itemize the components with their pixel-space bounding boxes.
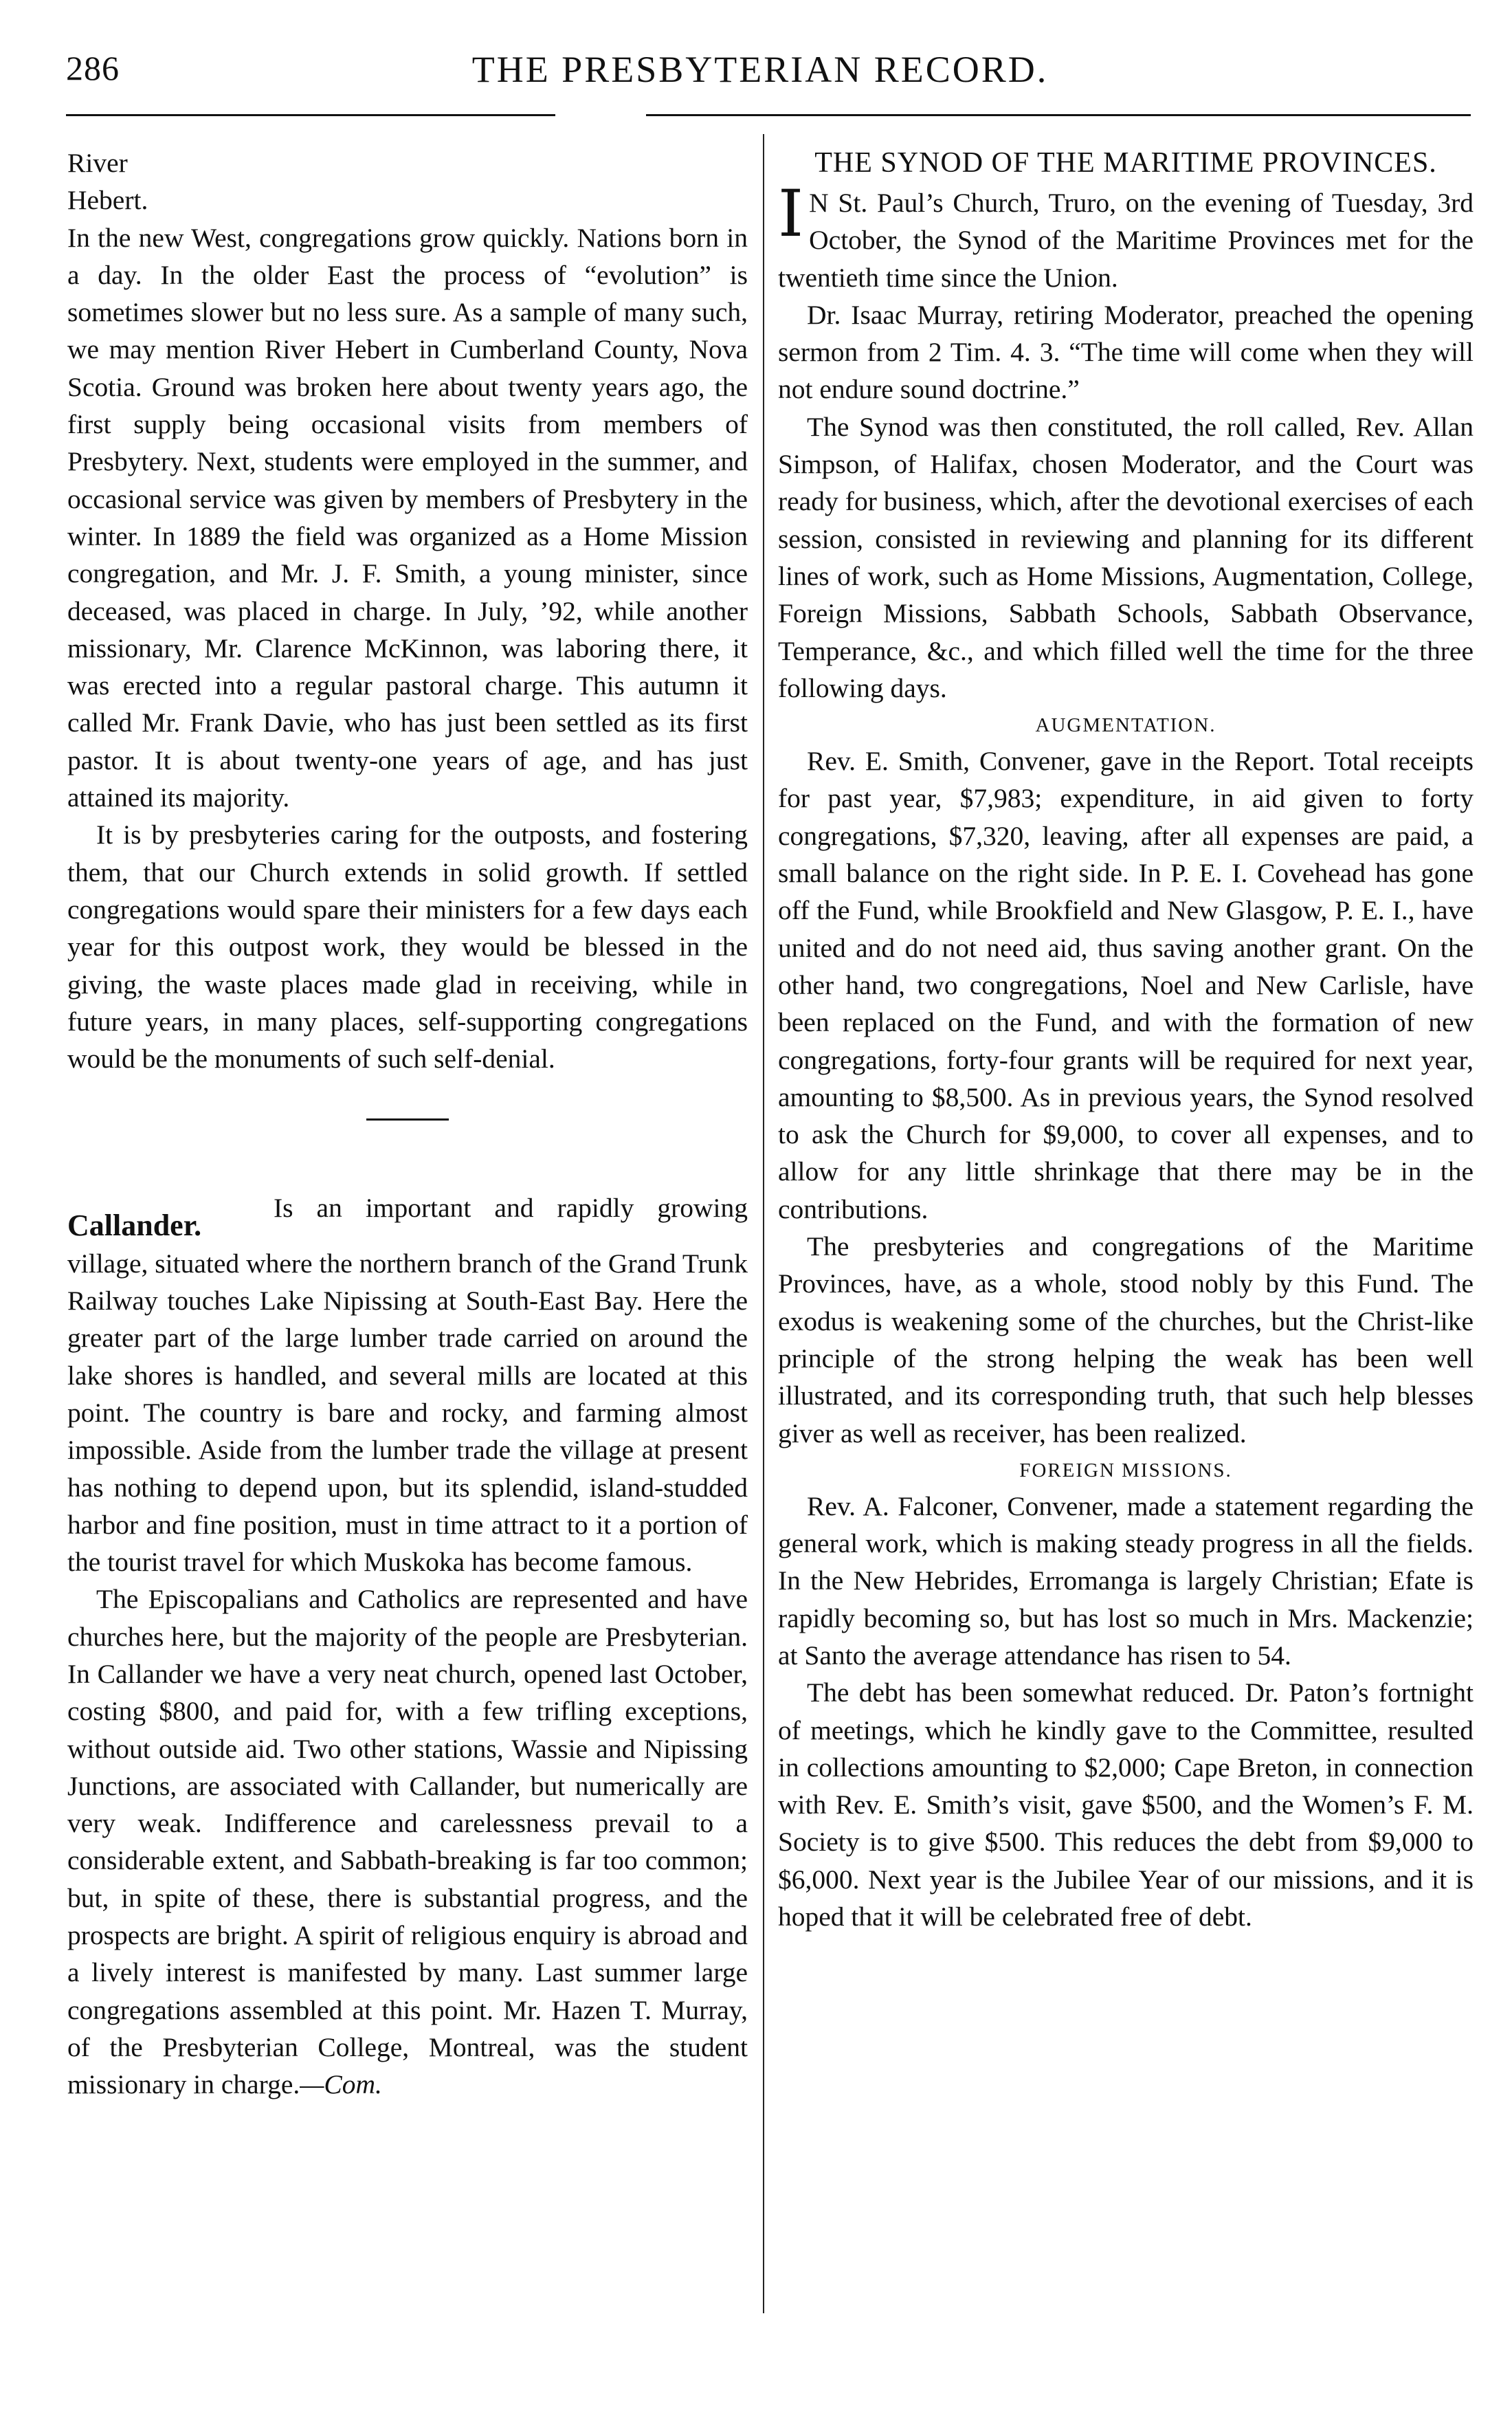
callander-text-1: Is an important and rapidly growing village, situated where the northern branch of the Grand Trunk Railway touches Lake Nipissing at South-East Bay. Here the greater part of the large lumber trade carried on around the lake shores is handled, and several mills are located at this point. The country is bare and rocky, and farming almost impossible. Aside from the lumber trade the village at present has nothing to depend upon, but its splendid, island-studded harbor and fine position, must in time attract to it a portion of the tourist travel for which Muskoka has become famous.: [67, 1193, 748, 1578]
augmentation-paragraph-2: The presbyteries and congregations of the Maritime Provinces, have, as a whole, stood nobly by this Fund. The exodus is weakening some of the churches, but the Christ-like principle of the strong helping the weak has been well illustrated, and its corresponding truth, that such help blesses giver as well as receiver, has been realized.: [778, 1231, 1474, 1448]
column-divider: [763, 134, 764, 2313]
article-callander: [67, 1189, 748, 2103]
left-column: [67, 144, 748, 2104]
sidehead-line-2: Hebert.: [67, 185, 148, 216]
augmentation-heading: AUGMENTATION.: [1035, 714, 1216, 737]
header-rule-right: [646, 114, 1471, 116]
section-separator: [366, 1118, 449, 1121]
callander-sidehead: Callander.: [67, 1209, 202, 1243]
callander-paragraph-1: [67, 1189, 748, 1580]
page-header: [66, 48, 1454, 98]
river-hebert-text-1: In the new West, congregations grow quickly. Nations born in a day. In the older East the process of “evolution” is sometimes slower but no less sure. As a sample of many such, we may mention River Hebert in Cumberland County, Nova Scotia. Ground was broken here about twenty years ago, the first supply being occasional visits from members of Presbytery. Next, students were employed in the summer, and occasional service was given by members of Presbytery in the winter. In 1889 the field was organized as a Home Mission congregation, and Mr. J. F. Smith, a young minister, since deceased, was placed in charge. In July, ’92, while another missionary, Mr. Clarence McKinnon, was laboring there, it was erected into a regular pastoral charge. This autumn it called Mr. Frank Davie, who has just been settled as its first pastor. It is about twenty-one years of age, and has just attained its majority.: [67, 222, 748, 813]
foreign-missions-heading: FOREIGN MISSIONS.: [1019, 1459, 1232, 1481]
article-river-hebert: [67, 144, 748, 1121]
foreign-missions-paragraph-2: The debt has been somewhat reduced. Dr. Paton’s fortnight of meetings, which he kindly gave to the Committee, resulted in collections amounting to $2,000; Cape Breton, in connection with Rev. E. Smith’s visit, gave $500, and the Women’s F. M. Society is to give $500. This reduces the debt from $9,000 to $6,000. Next year is the Jubilee Year of our missions, and it is hoped that it will be celebrated free of debt.: [778, 1677, 1474, 1932]
synod-paragraph-1: [778, 177, 1474, 296]
callander-text-2: The Episcopalians and Catholics are represented and have churches here, but the majority of the people are Presbyterian. In Callander we have a very neat church, opened last October, costing $800, and paid for, with a few trifling exceptions, without outside aid. Two other stations, Wassie and Nipissing Junctions, are associated with Callander, but numerically are very weak. Indifference and carelessness prevail to a considerable extent, and Sabbath-breaking is far too common; but, in spite of these, there is substantial progress, and the prospects are bright. A spirit of religious enquiry is abroad and a lively interest is manifested by many. Last summer large congregations assembled at this point. Mr. Hazen T. Murray, of the Presbyterian College, Montreal, was the student missionary in charge.: [67, 1584, 748, 2100]
drop-cap: I: [778, 177, 804, 252]
river-hebert-paragraph-2: It is by presbyteries caring for the outposts, and fostering them, that our Church extends in solid growth. If settled congregations would spare their ministers for a few days each year for this outpost work, they would be blessed in the giving, the waste places made glad in receiving, while in future years, in many places, self-supporting congregations would be the monuments of such self-denial.: [67, 819, 748, 1074]
synod-paragraph-2: Dr. Isaac Murray, retiring Moderator, preached the opening sermon from 2 Tim. 4. 3. “The time will come when they will not endure sound doctrine.”: [778, 299, 1474, 405]
header-rule-left: [66, 114, 555, 116]
augmentation-paragraph-1: Rev. E. Smith, Convener, gave in the Report. Total receipts for past year, $7,983; expenditure, in aid given to forty congregations, $7,320, leaving, after all expenses are paid, a small balance on the right side. In P. E. I. Covehead has gone off the Fund, while Brookfield and New Glasgow, P. E. I., have united and do not need aid, thus saving another grant. On the other hand, two congregations, Noel and New Carlisle, have been replaced on the Fund, and with the formation of new congregations, forty-four grants will be required for next year, amounting to $8,500. As in previous years, the Synod resolved to ask the Church for $9,000, to cover all expenses, and to allow for any little shrinkage that there may be in the contributions.: [778, 746, 1474, 1224]
callander-signature: —Com.: [300, 2069, 382, 2100]
right-column: [778, 144, 1474, 1935]
callander-paragraph-2: [67, 1580, 748, 2103]
synod-text-1: N St. Paul’s Church, Truro, on the evening of Tuesday, 3rd October, the Synod of the Maritime Provinces met for the twentieth time since the Union.: [778, 188, 1474, 293]
synod-paragraph-3: The Synod was then constituted, the roll called, Rev. Allan Simpson, of Halifax, chosen Moderator, and the Court was ready for business, which, after the devotional exercises of each session, consisted in reviewing and planning for its different lines of work, such as Home Missions, Augmentation, College, Foreign Missions, Sabbath Schools, Sabbath Observance, Temperance, &c., and which filled well the time for the three following days.: [778, 411, 1474, 703]
running-title: THE PRESBYTERIAN RECORD.: [471, 49, 1049, 90]
synod-article-title: THE SYNOD OF THE MARITIME PROVINCES.: [814, 147, 1437, 179]
page-number: 286: [66, 49, 120, 87]
foreign-missions-paragraph-1: Rev. A. Falconer, Convener, made a statement regarding the general work, which is making steady progress in all the fields. In the New Hebrides, Erromanga is largely Christian; Efate is rapidly becoming so, but has lost so much in Mrs. Mackenzie; at Santo the average attendance has risen to 54.: [778, 1490, 1474, 1670]
sidehead-line-1: River: [67, 148, 128, 178]
